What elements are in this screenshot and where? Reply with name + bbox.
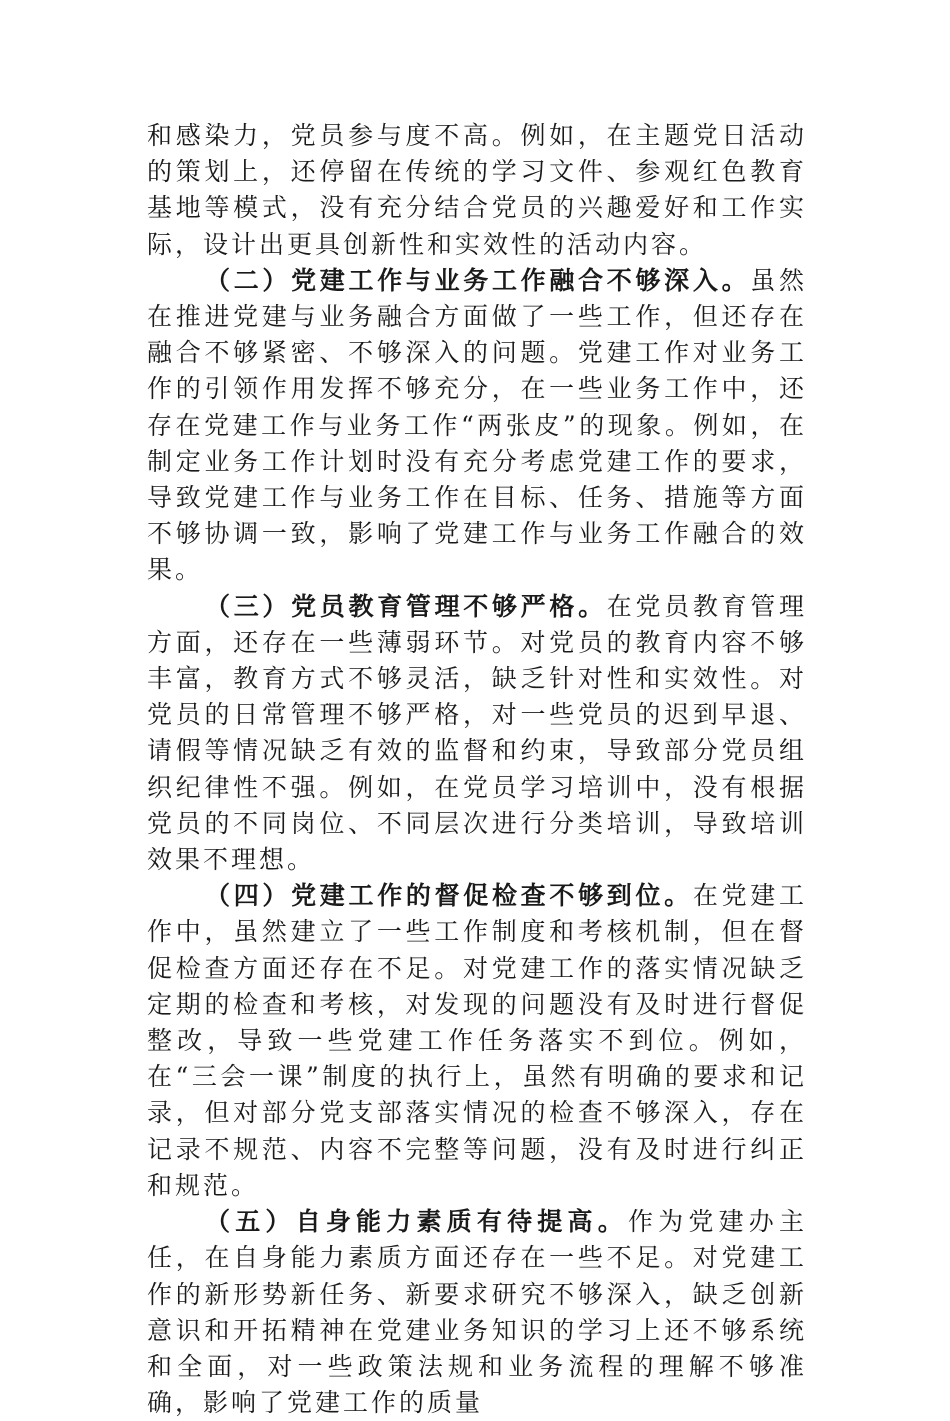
document-body: [147, 118, 807, 1421]
paragraph-3-heading: （三）党员教育管理不够严格。: [205, 591, 607, 621]
paragraph-4: [147, 878, 807, 1204]
paragraph-5-heading: （五）自身能力素质有待提高。: [205, 1207, 628, 1237]
paragraph-2-heading: （二）党建工作与业务工作融合不够深入。: [205, 265, 751, 295]
paragraph-3: [147, 589, 807, 879]
paragraph-1-text: 和感染力，党员参与度不高。例如，在主题党日活动的策划上，还停留在传统的学习文件、参观红色教育基地等模式，没有充分结合党员的兴趣爱好和工作实际，设计出更具创新性和实效性的活动内容。: [147, 121, 807, 259]
paragraph-2: [147, 263, 807, 589]
paragraph-5: [147, 1204, 807, 1421]
paragraph-4-heading: （四）党建工作的督促检查不够到位。: [205, 881, 693, 911]
paragraph-4-text: 在党建工作中，虽然建立了一些工作制度和考核机制，但在督促检查方面还存在不足。对党建工作的落实情况缺乏定期的检查和考核，对发现的问题没有及时进行督促整改，导致一些党建工作任务落实不到位。例如，在“三会一课”制度的执行上，虽然有明确的要求和记录，但对部分党支部落实情况的检查不够深入，存在记录不规范、内容不完整等问题，没有及时进行纠正和规范。: [147, 881, 807, 1200]
paragraph-1: [147, 118, 807, 263]
paragraph-5-text: 作为党建办主任，在自身能力素质方面还存在一些不足。对党建工作的新形势新任务、新要求研究不够深入，缺乏创新意识和开拓精神在党建业务知识的学习上还不够系统和全面，对一些政策法规和业务流程的理解不够准确，影响了党建工作的质量: [147, 1207, 807, 1418]
paragraph-2-text: 虽然在推进党建与业务融合方面做了一些工作，但还存在融合不够紧密、不够深入的问题。党建工作对业务工作的引领作用发挥不够充分，在一些业务工作中，还存在党建工作与业务工作“两张皮”的现象。例如，在制定业务工作计划时没有充分考虑党建工作的要求，导致党建工作与业务工作在目标、任务、措施等方面不够协调一致，影响了党建工作与业务工作融合的效果。: [147, 265, 807, 585]
paragraph-3-text: 在党员教育管理方面，还存在一些薄弱环节。对党员的教育内容不够丰富，教育方式不够灵活，缺乏针对性和实效性。对党员的日常管理不够严格，对一些党员的迟到早退、请假等情况缺乏有效的监督和约束，导致部分党员组织纪律性不强。例如，在党员学习培训中，没有根据党员的不同岗位、不同层次进行分类培训，导致培训效果不理想。: [147, 591, 807, 875]
